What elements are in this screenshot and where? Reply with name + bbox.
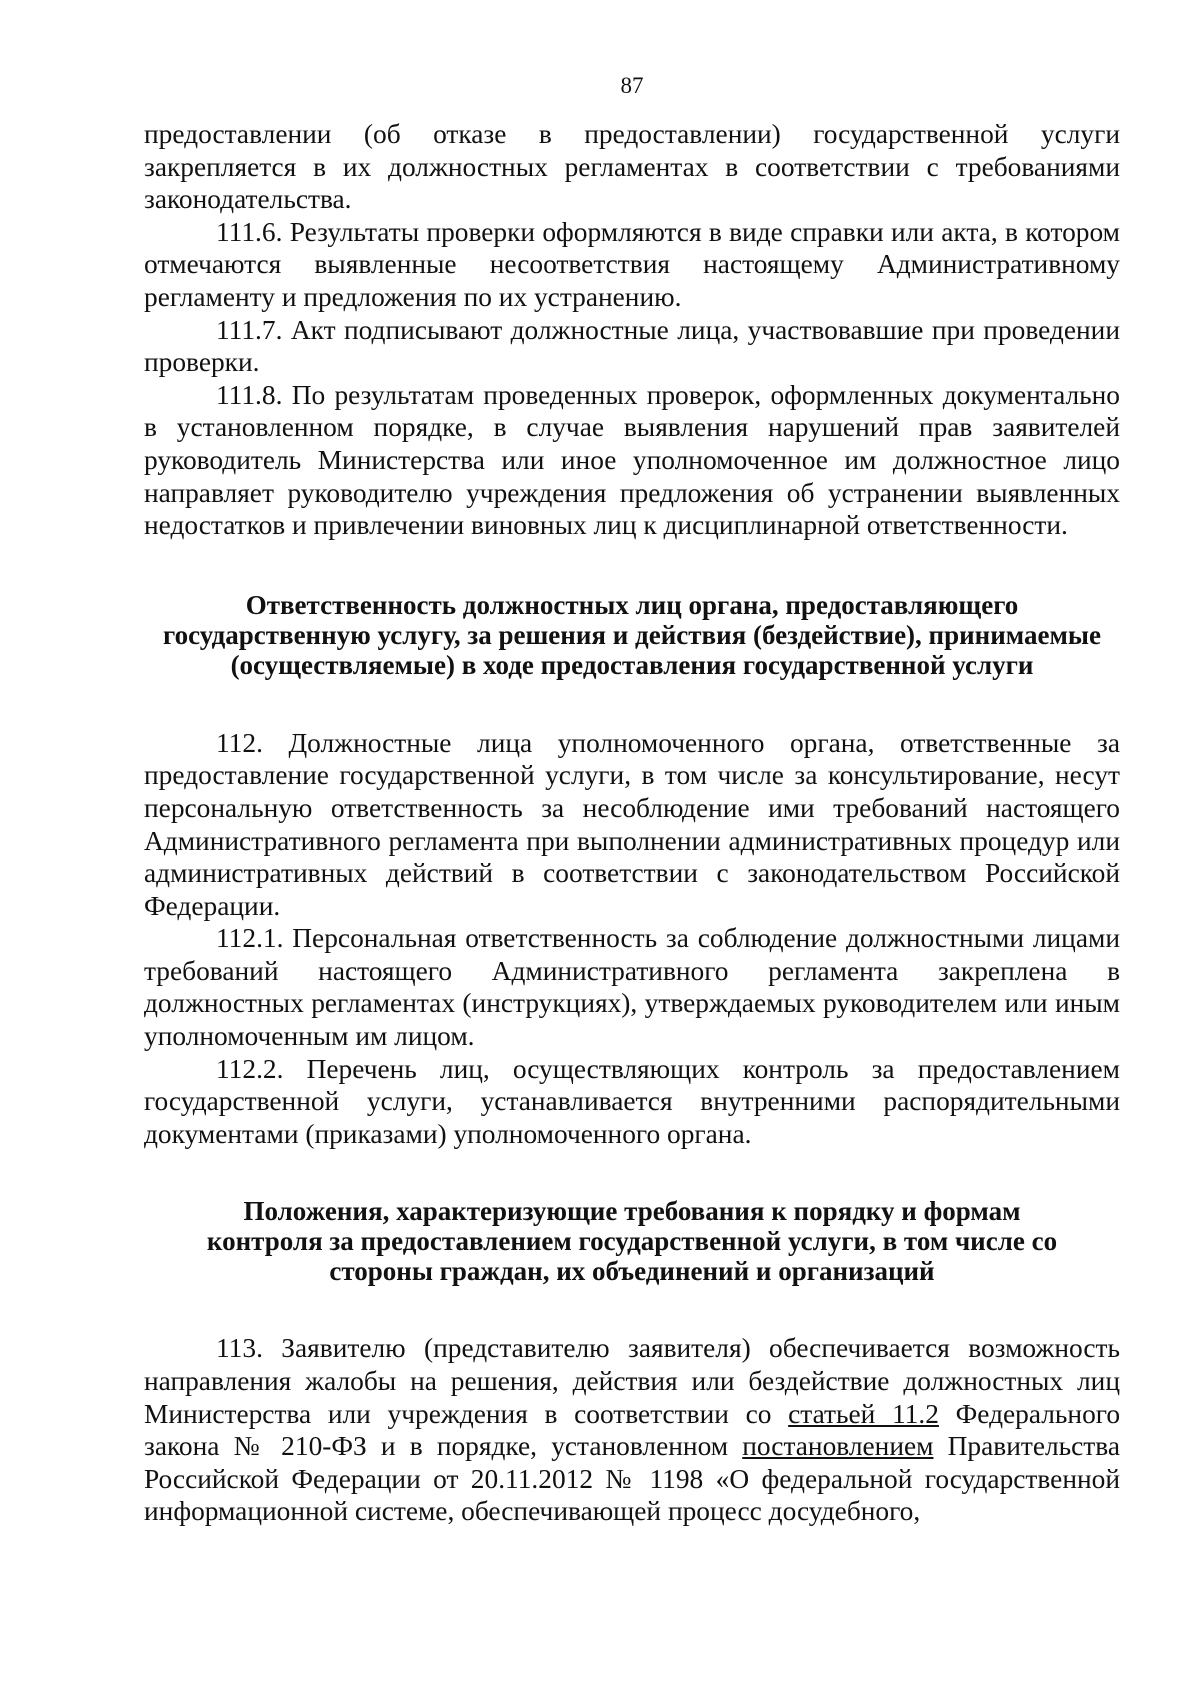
paragraph-113-text-3: Правительства Российской Федерации от 20.11.2012 № 1198 «О федеральной государственной информационной системе, обеспечивающей процесс досудебного,: [144, 1431, 1120, 1527]
section-heading-control-provisions: Положения, характеризующие требования к порядку и формам контроля за предоставлением государственной услуги, в том числе со стороны граждан, их объединений и организаций: [206, 1196, 1058, 1287]
paragraph-111-7: 111.7. Акт подписывают должностные лица, участвовавшие при проведении проверки.: [144, 314, 1120, 378]
section-heading-responsibility: Ответственность должностных лиц органа, предоставляющего государственную услугу, за решения и действия (бездействие), принимаемые (осуществляемые) в ходе предоставления государственной услуги: [163, 589, 1101, 680]
document-body: [144, 118, 1120, 1528]
government-resolution-link[interactable]: постановлением: [742, 1431, 934, 1462]
paragraph-111-8: 111.8. По результатам проведенных проверок, оформленных документально в установленном порядке, в случае выявления нарушений прав заявителей руководитель Министерства или иное уполномоченное им должностное лицо направляет руководителю учреждения предложения об устранении выявленных недостатков и привлечении виновных лиц к дисциплинарной ответственности.: [144, 379, 1120, 541]
paragraph-113-text-1: 113. Заявителю (представителю заявителя) обеспечивается возможность направления жалобы на решения, действия или бездействие должностных лиц Министерства или учреждения в соответствии со: [144, 1333, 1120, 1429]
paragraph-112: 112. Должностные лица уполномоченного органа, ответственные за предоставление государственной услуги, в том числе за консультирование, несут персональную ответственность за несоблюдение ими требований настоящего Административного регламента при выполнении административных процедур или административных действий в соответствии с законодательством Российской Федерации.: [144, 727, 1120, 921]
paragraph-112-1: 112.1. Персональная ответственность за соблюдение должностными лицами требований настоящего Административного регламента закреплена в должностных регламентах (инструкциях), утверждаемых руководителем или иным уполномоченным им лицом.: [144, 923, 1120, 1052]
page-number: 87: [620, 73, 644, 98]
paragraph-111-6: 111.6. Результаты проверки оформляются в виде справки или акта, в котором отмечаются выявленные несоответствия настоящему Административному регламенту и предложения по их устранению.: [144, 216, 1120, 312]
paragraph-113: [144, 1332, 1120, 1528]
paragraph-112-2: 112.2. Перечень лиц, осуществляющих контроль за предоставлением государственной услуги, устанавливается внутренними распорядительными документами (приказами) уполномоченного органа.: [144, 1053, 1120, 1149]
paragraph-continuation: предоставлении (об отказе в предоставлении) государственной услуги закрепляется в их должностных регламентах в соответствии с требованиями законодательства.: [144, 119, 1120, 215]
article-11-2-link[interactable]: статьей 11.2: [788, 1398, 939, 1429]
paragraph-113-text-2: Федерального закона № 210-ФЗ и в порядке, установленном: [144, 1398, 1121, 1462]
